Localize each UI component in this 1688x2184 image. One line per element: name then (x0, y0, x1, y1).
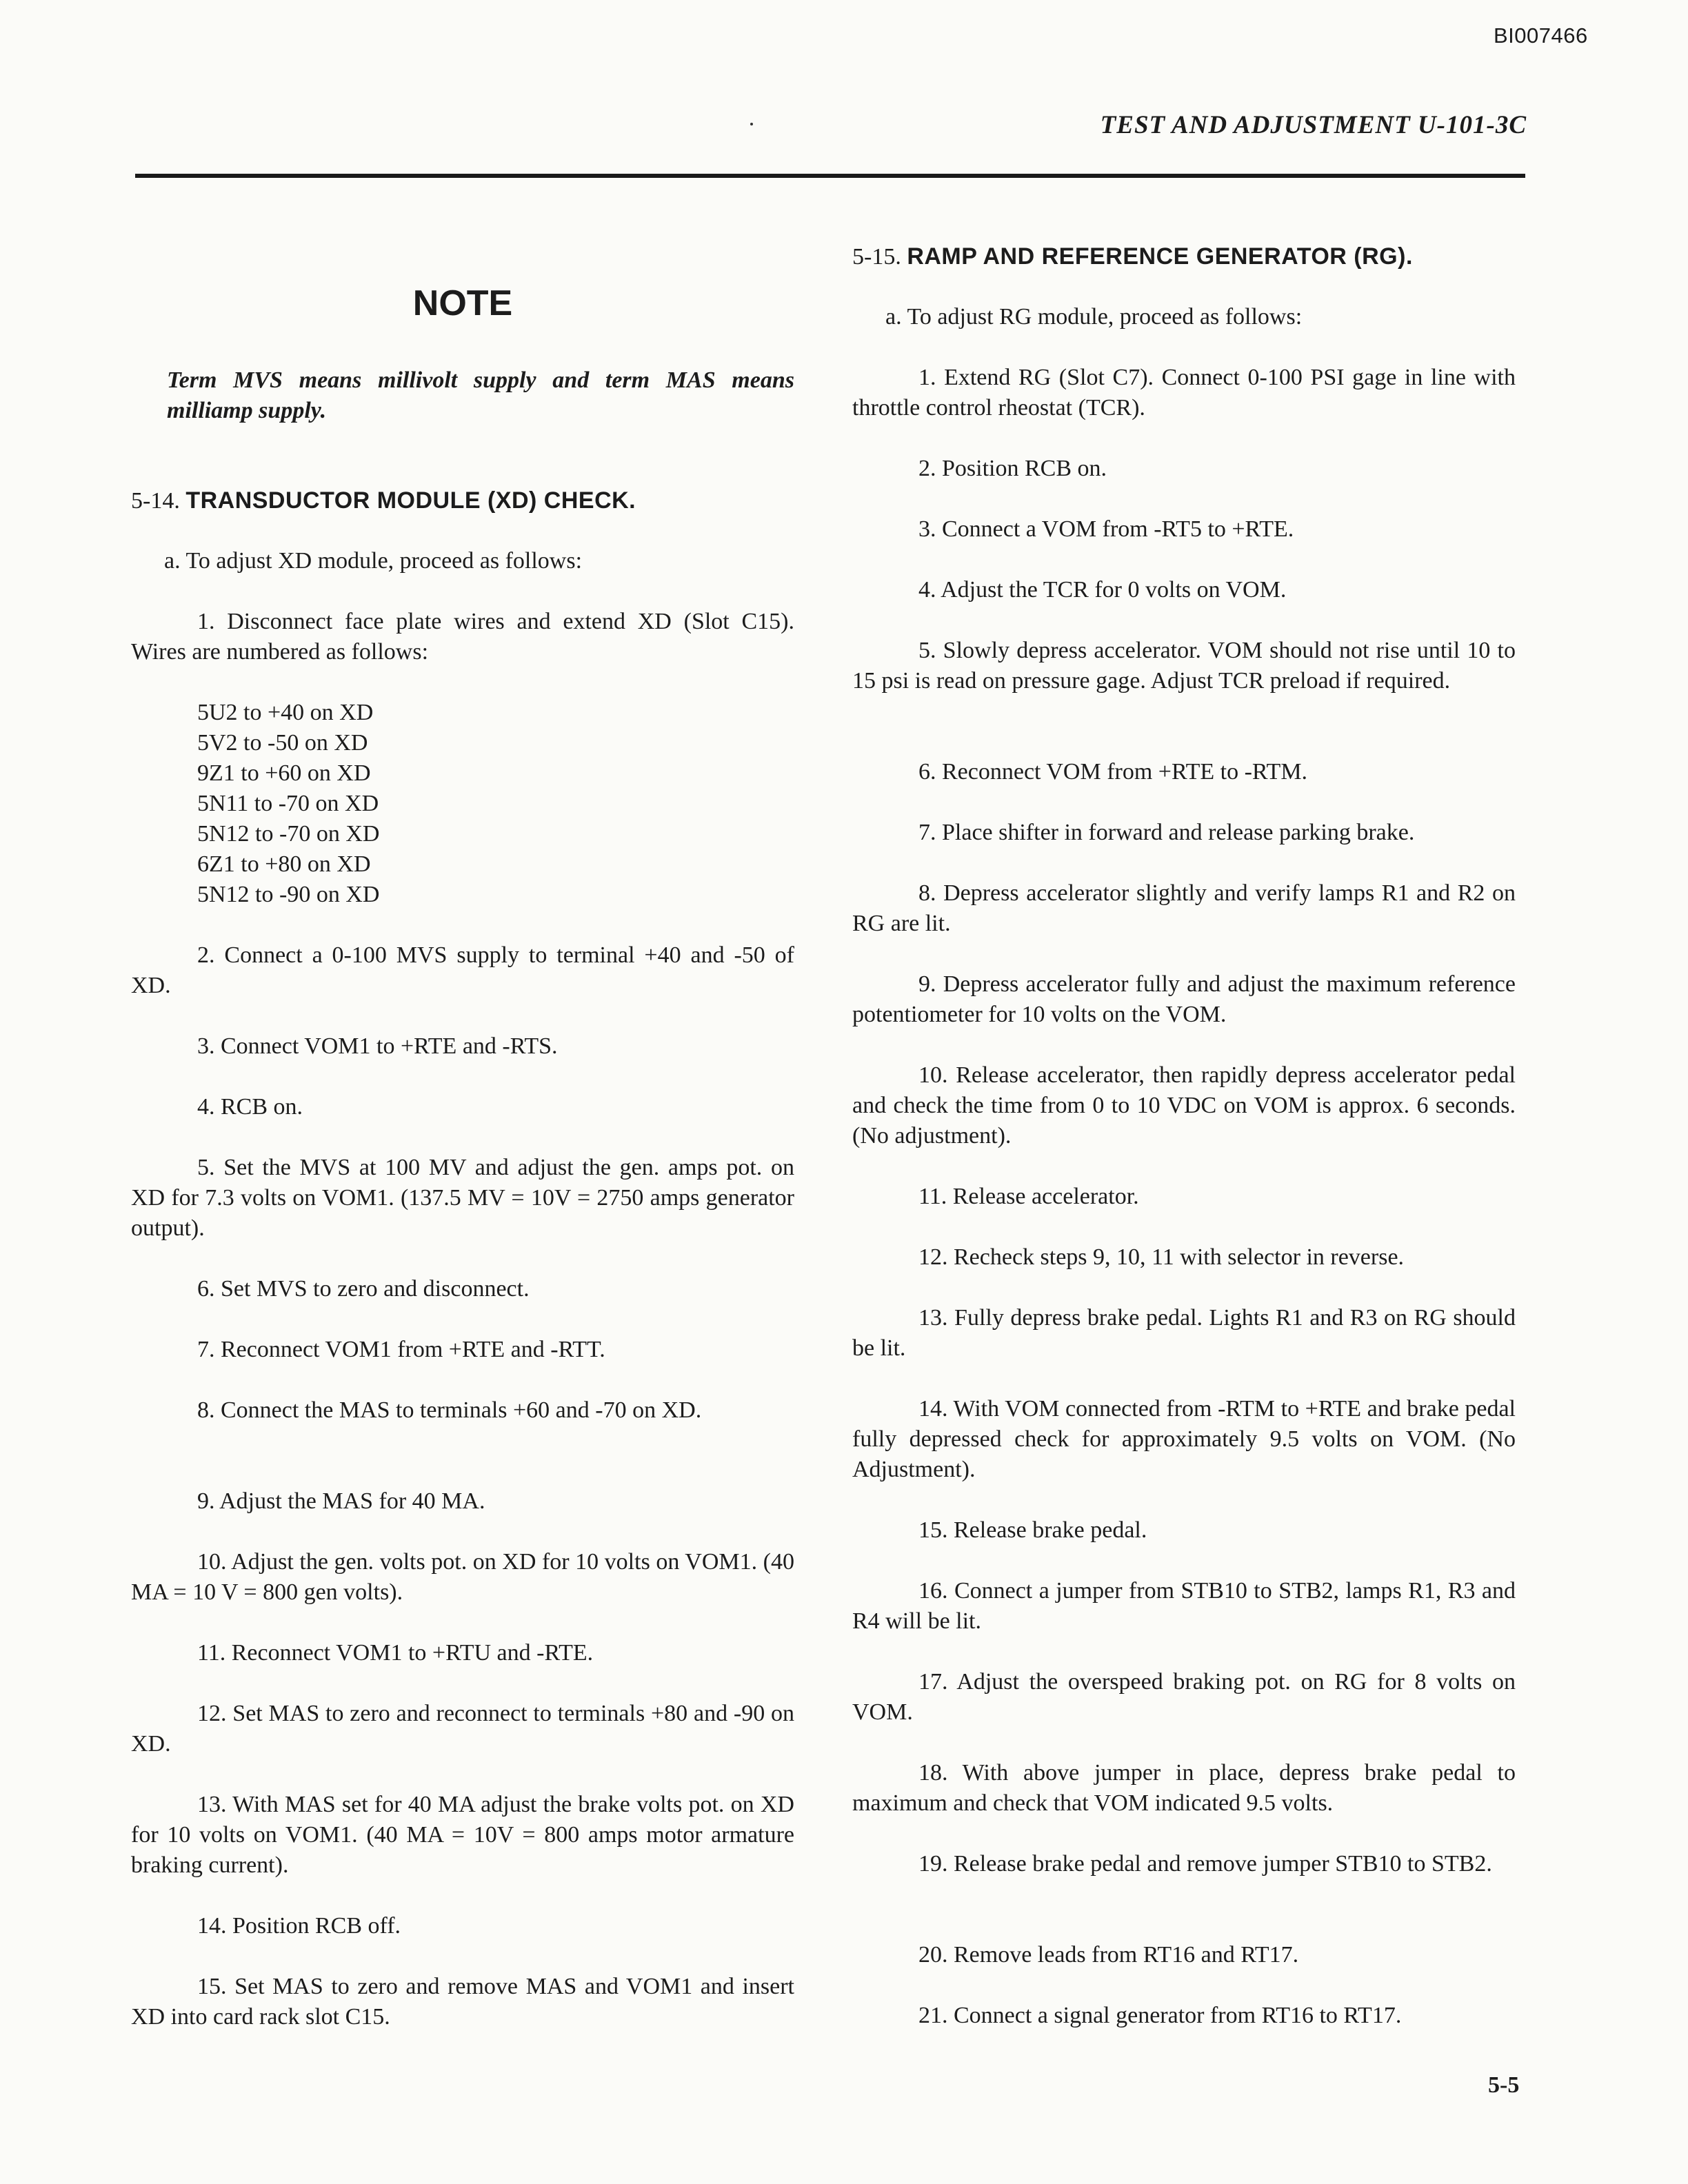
section-intro: a. To adjust RG module, proceed as follows: (885, 304, 1303, 330)
stray-mark (750, 123, 753, 125)
step-10: 10. Release accelerator, then rapidly depress accelerator pedal and check the time from 0 to 10 VDC on VOM is approx. 6 seconds. (No adjustment). (852, 1062, 1516, 1149)
section-number: 5-15. (852, 244, 901, 270)
step-8: 8. Connect the MAS to terminals +60 and -70 on XD. (197, 1397, 702, 1423)
section-title: TRANSDUCTOR MODULE (XD) CHECK. (185, 487, 636, 514)
step-15: 15. Set MAS to zero and remove MAS and VOM1 and insert XD into card rack slot C15. (131, 1974, 794, 2030)
section-number: 5-14. (131, 488, 180, 514)
step-20: 20. Remove leads from RT16 and RT17. (918, 1942, 1299, 1968)
step-12: 12. Set MAS to zero and reconnect to terminals +80 and -90 on XD. (131, 1701, 794, 1757)
step-1: 1. Disconnect face plate wires and extend XD (Slot C15). Wires are numbered as follows: (131, 609, 794, 665)
page-number: 5-5 (1488, 2072, 1520, 2098)
wire-list-item: 6Z1 to +80 on XD (197, 851, 371, 877)
step-17: 17. Adjust the overspeed braking pot. on RG for 8 volts on VOM. (852, 1669, 1516, 1725)
step-7: 7. Reconnect VOM1 from +RTE and -RTT. (197, 1337, 605, 1362)
step-9: 9. Adjust the MAS for 40 MA. (197, 1488, 485, 1514)
step-2: 2. Connect a 0-100 MVS supply to terminal +40 and -50 of XD. (131, 942, 794, 998)
running-head: TEST AND ADJUSTMENT U-101-3C (1100, 111, 1527, 139)
step-4: 4. RCB on. (197, 1094, 303, 1120)
step-6: 6. Set MVS to zero and disconnect. (197, 1276, 530, 1302)
step-5: 5. Slowly depress accelerator. VOM should not rise until 10 to 15 psi is read on pressure gage. Adjust TCR preload if required. (852, 638, 1516, 694)
step-2: 2. Position RCB on. (918, 456, 1107, 481)
wire-list-item: 5N12 to -70 on XD (197, 821, 380, 847)
wire-list-item: 5N11 to -70 on XD (197, 791, 379, 816)
step-19: 19. Release brake pedal and remove jumper STB10 to STB2. (918, 1851, 1492, 1877)
step-11: 11. Reconnect VOM1 to +RTU and -RTE. (197, 1640, 594, 1666)
section-intro: a. To adjust XD module, proceed as follows: (164, 548, 583, 574)
step-6: 6. Reconnect VOM from +RTE to -RTM. (918, 759, 1308, 785)
header-rule (135, 174, 1525, 178)
step-14: 14. Position RCB off. (197, 1913, 401, 1939)
wire-list-item: 5U2 to +40 on XD (197, 700, 374, 725)
step-14: 14. With VOM connected from -RTM to +RTE and brake pedal fully depressed check for approximately 9.5 volts on VOM. (No Adjustment). (852, 1396, 1516, 1482)
step-1: 1. Extend RG (Slot C7). Connect 0-100 PSI gage in line with throttle control rheostat (TCR). (852, 365, 1516, 421)
step-16: 16. Connect a jumper from STB10 to STB2, lamps R1, R3 and R4 will be lit. (852, 1578, 1516, 1634)
section-heading-5-15 (852, 241, 1516, 272)
step-15: 15. Release brake pedal. (918, 1517, 1147, 1543)
step-3: 3. Connect a VOM from -RT5 to +RTE. (918, 516, 1294, 542)
wire-list-item: 5V2 to -50 on XD (197, 730, 368, 756)
note-body: Term MVS means millivolt supply and term MAS means milliamp supply. (167, 367, 794, 423)
step-9: 9. Depress accelerator fully and adjust the maximum reference potentiometer for 10 volts on the VOM. (852, 971, 1516, 1027)
note-title: NOTE (412, 283, 513, 323)
step-18: 18. With above jumper in place, depress brake pedal to maximum and check that VOM indicated 9.5 volts. (852, 1760, 1516, 1816)
step-13: 13. Fully depress brake pedal. Lights R1 and R3 on RG should be lit. (852, 1305, 1516, 1361)
document-id: BI007466 (1494, 23, 1588, 48)
step-5: 5. Set the MVS at 100 MV and adjust the gen. amps pot. on XD for 7.3 volts on VOM1. (137.5 MV = 10V = 2750 amps generator output). (131, 1155, 794, 1241)
wire-list-item: 9Z1 to +60 on XD (197, 760, 371, 786)
wire-list-item: 5N12 to -90 on XD (197, 882, 380, 907)
step-11: 11. Release accelerator. (918, 1184, 1139, 1209)
step-12: 12. Recheck steps 9, 10, 11 with selector in reverse. (918, 1244, 1405, 1270)
step-13: 13. With MAS set for 40 MA adjust the brake volts pot. on XD for 10 volts on VOM1. (40 MA = 10V = 800 amps motor armature braking current). (131, 1792, 794, 1878)
section-title: RAMP AND REFERENCE GENERATOR (RG). (907, 243, 1413, 270)
step-7: 7. Place shifter in forward and release parking brake. (918, 820, 1415, 845)
section-heading-5-14 (131, 485, 794, 516)
step-3: 3. Connect VOM1 to +RTE and -RTS. (197, 1033, 558, 1059)
step-4: 4. Adjust the TCR for 0 volts on VOM. (918, 577, 1287, 603)
step-10: 10. Adjust the gen. volts pot. on XD for 10 volts on VOM1. (40 MA = 10 V = 800 gen volts). (131, 1549, 794, 1605)
step-21: 21. Connect a signal generator from RT16 to RT17. (918, 2003, 1402, 2028)
step-8: 8. Depress accelerator slightly and verify lamps R1 and R2 on RG are lit. (852, 880, 1516, 936)
